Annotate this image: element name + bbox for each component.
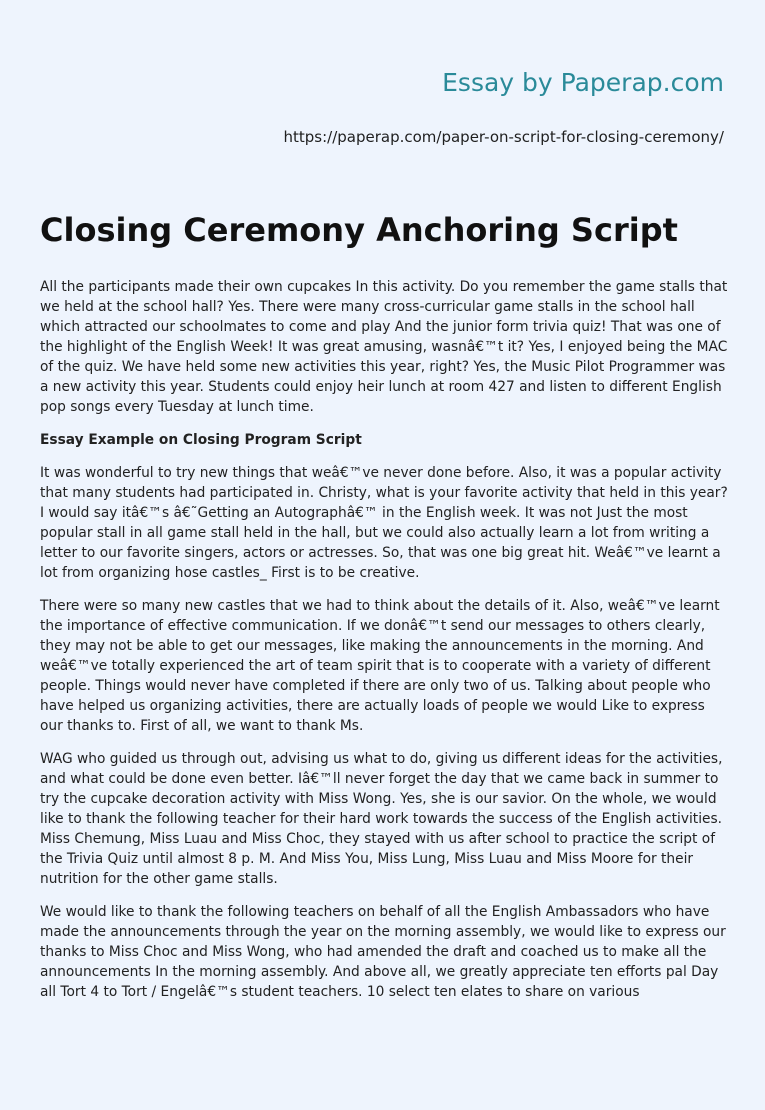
essay-body [40,277,728,1015]
page-title: Closing Ceremony Anchoring Script [40,211,678,249]
paragraph: It was wonderful to try new things that weâ€™ve never done before. Also, it was a popular activity that many students had participated in. Christy, what is your favorite activity that held in this year? I would say itâ€™s â€˜Getting an Autographâ€™ in the English week. It was not Just the most popular stall in all game stall held in the hall, but we could also actually learn a lot from writing a letter to our favorite singers, actors or actresses. So, that was one big great hit. Weâ€™ve learnt a lot from organizing hose castles_ First is to be creative. [40,465,728,581]
source-url[interactable]: https://paperap.com/paper-on-script-for-closing-ceremony/ [283,128,724,146]
paragraph: All the participants made their own cupcakes In this activity. Do you remember the game stalls that we held at the school hall? Yes. There were many cross-curricular game stalls in the school hall which attracted our schoolmates to come and play And the junior form trivia quiz! That was one of the highlight of the English Week! It was great amusing, wasnâ€™t it? Yes, I enjoyed being the MAC of the quiz. We have held some new activities this year, right? Yes, the Music Pilot Programmer was a new activity this year. Students could enjoy heir lunch at room 427 and listen to different English pop songs every Tuesday at lunch time. [40,279,728,415]
paragraph: WAG who guided us through out, advising us what to do, giving us different ideas for the activities, and what could be done even better. Iâ€™ll never forget the day that we came back in summer to try the cupcake decoration activity with Miss Wong. Yes, she is our savior. On the whole, we would like to thank the following teacher for their hard work towards the success of the English activities. Miss Chemung, Miss Luau and Miss Choc, they stayed with us after school to practice the script of the Trivia Quiz until almost 8 p. M. And Miss You, Miss Lung, Miss Luau and Miss Moore for their nutrition for the other game stalls. [40,751,723,887]
paragraph: There were so many new castles that we had to think about the details of it. Also, weâ€™ve learnt the importance of effective communication. If we donâ€™t send our messages to others clearly, they may not be able to get our messages, like making the announcements in the morning. And weâ€™ve totally experienced the art of team spirit that is to cooperate with a variety of different people. Things would never have completed if there are only two of us. Talking about people who have helped us organizing activities, there are actually loads of people we would Like to express our thanks to. First of all, we want to thank Ms. [40,598,720,734]
section-heading: Essay Example on Closing Program Script [40,432,362,448]
site-brand[interactable]: Essay by Paperap.com [442,68,724,97]
paragraph: We would like to thank the following teachers on behalf of all the English Ambassadors who have made the announcements through the year on the morning assembly, we would like to express our thanks to Miss Choc and Miss Wong, who had amended the draft and coached us to make all the announcements In the morning assembly. And above all, we greatly appreciate ten efforts pal Day all Tort 4 to Tort / Engelâ€™s student teachers. 10 select ten elates to share on various [40,904,726,1000]
